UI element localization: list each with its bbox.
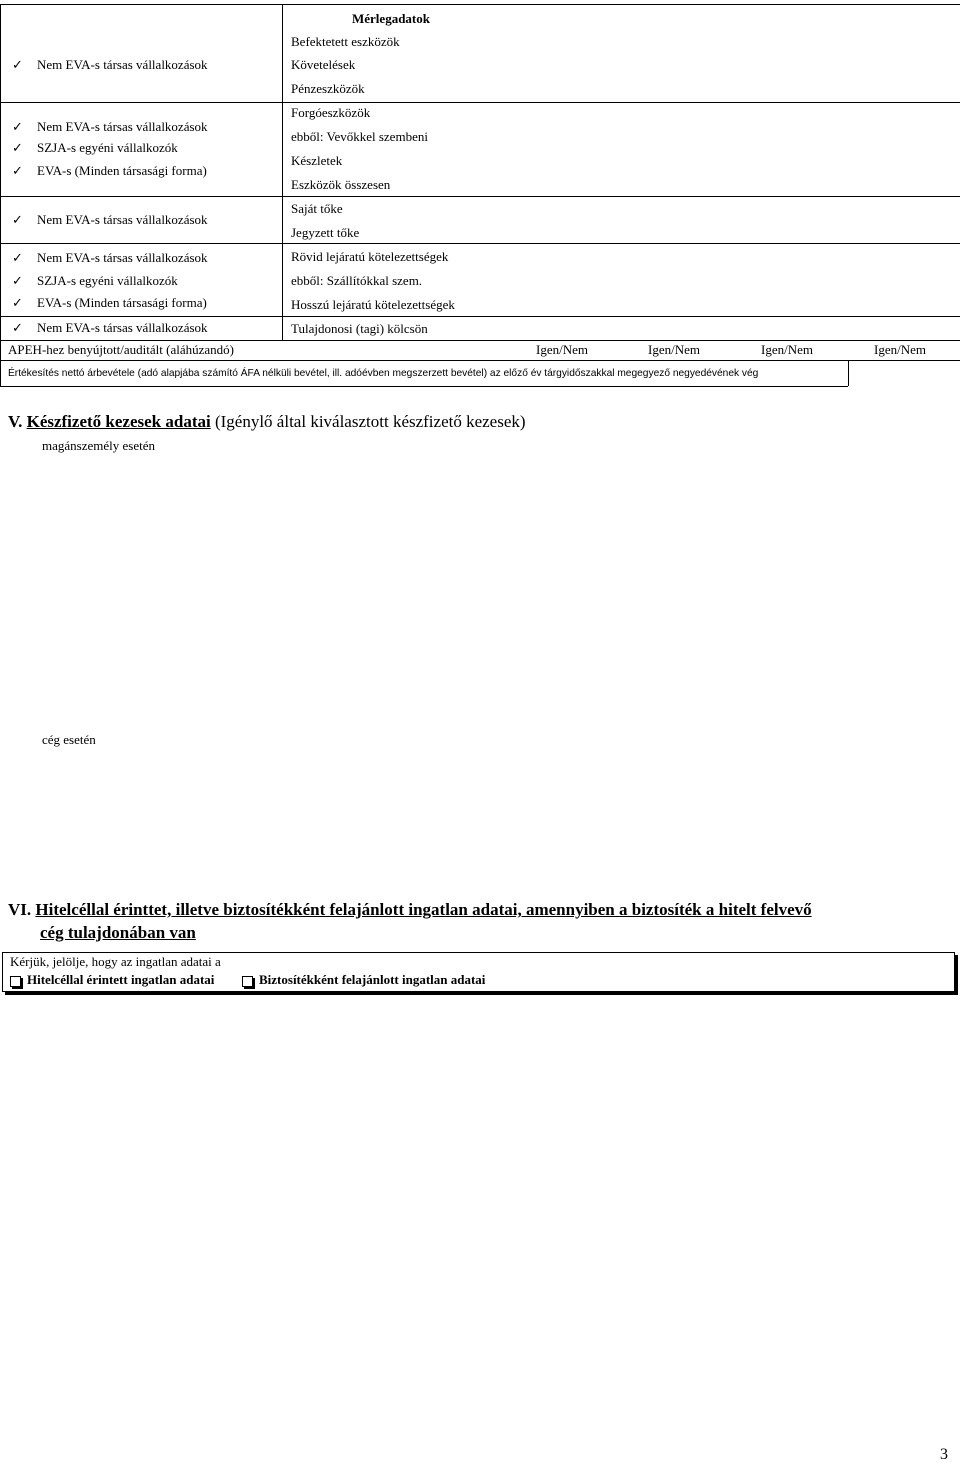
check-icon: ✓ <box>12 212 23 227</box>
section-title-cont: cég tulajdonában van <box>40 923 196 942</box>
balance-item: Saját tőke <box>291 201 343 216</box>
balance-item: Pénzeszközök <box>291 81 365 96</box>
balance-item: Eszközök összesen <box>291 177 391 192</box>
check-label: EVA-s (Minden társasági forma) <box>37 163 207 178</box>
section-title: V. Készfizető kezesek adatai (Igénylő által kiválasztott készfizető kezesek) <box>8 412 526 431</box>
page-number: 3 <box>940 1446 948 1463</box>
check-icon: ✓ <box>12 119 23 134</box>
igen-nem-choice[interactable]: Igen/Nem <box>536 342 588 357</box>
check-label: SZJA-s egyéni vállalkozók <box>37 140 178 155</box>
check-icon: ✓ <box>12 163 23 178</box>
check-icon: ✓ <box>12 295 23 310</box>
check-icon: ✓ <box>12 140 23 155</box>
check-label: Nem EVA-s társas vállalkozások <box>37 57 208 72</box>
check-label: EVA-s (Minden társasági forma) <box>37 295 207 310</box>
balance-item: Követelések <box>291 57 356 72</box>
check-label: Nem EVA-s társas vállalkozások <box>37 119 208 134</box>
check-label: Nem EVA-s társas vállalkozások <box>37 212 208 227</box>
apeh-label: APEH-hez benyújtott/auditált (aláhúzandó) <box>8 342 234 357</box>
check-icon: ✓ <box>12 57 23 72</box>
checkbox-icon[interactable] <box>10 976 21 987</box>
company-label: cég esetén <box>42 732 96 747</box>
balance-header: Mérlegadatok <box>352 11 430 26</box>
balance-item: Forgóeszközök <box>291 105 371 120</box>
igen-nem-choice[interactable]: Igen/Nem <box>874 342 926 357</box>
balance-item: Rövid lejáratú kötelezettségek <box>291 249 449 264</box>
check-icon: ✓ <box>12 273 23 288</box>
check-label: Nem EVA-s társas vállalkozások <box>37 320 208 335</box>
balance-item: Hosszú lejáratú kötelezettségek <box>291 297 455 312</box>
check-label: SZJA-s egyéni vállalkozók <box>37 273 178 288</box>
section-title: VI. Hitelcéllal érinttet, illetve biztosítékként felajánlott ingatlan adatai, amennyiben a biztosíték a hitelt felvevő <box>8 900 812 919</box>
option-biztositek[interactable]: Biztosítékként felajánlott ingatlan adatai <box>242 971 485 989</box>
check-icon: ✓ <box>12 320 23 335</box>
balance-item: ebből: Szállítókkal szem. <box>291 273 423 288</box>
option-hitelcel[interactable]: Hitelcéllal érintett ingatlan adatai <box>10 971 214 989</box>
intro-text: Kérjük, jelölje, hogy az ingatlan adatai a <box>10 954 221 969</box>
balance-item: Készletek <box>291 153 343 168</box>
balance-item: Jegyzett tőke <box>291 225 360 240</box>
igen-nem-choice[interactable]: Igen/Nem <box>648 342 700 357</box>
igen-nem-choice[interactable]: Igen/Nem <box>761 342 813 357</box>
balance-item: ebből: Vevőkkel szembeni <box>291 129 428 144</box>
check-label: Nem EVA-s társas vállalkozások <box>37 250 208 265</box>
check-icon: ✓ <box>12 250 23 265</box>
checkbox-icon[interactable] <box>242 976 253 987</box>
balance-item: Befektetett eszközök <box>291 34 400 49</box>
balance-item: Tulajdonosi (tagi) kölcsön <box>291 321 428 336</box>
private-person-label: magánszemély esetén <box>42 438 155 453</box>
revenue-note: Értékesítés nettó árbevétele (adó alapjába számító ÁFA nélküli bevétel, ill. adóévben megszerzett bevétel) az előző év tárgyidőszakkal megegyező negyedévének vég <box>8 368 759 379</box>
